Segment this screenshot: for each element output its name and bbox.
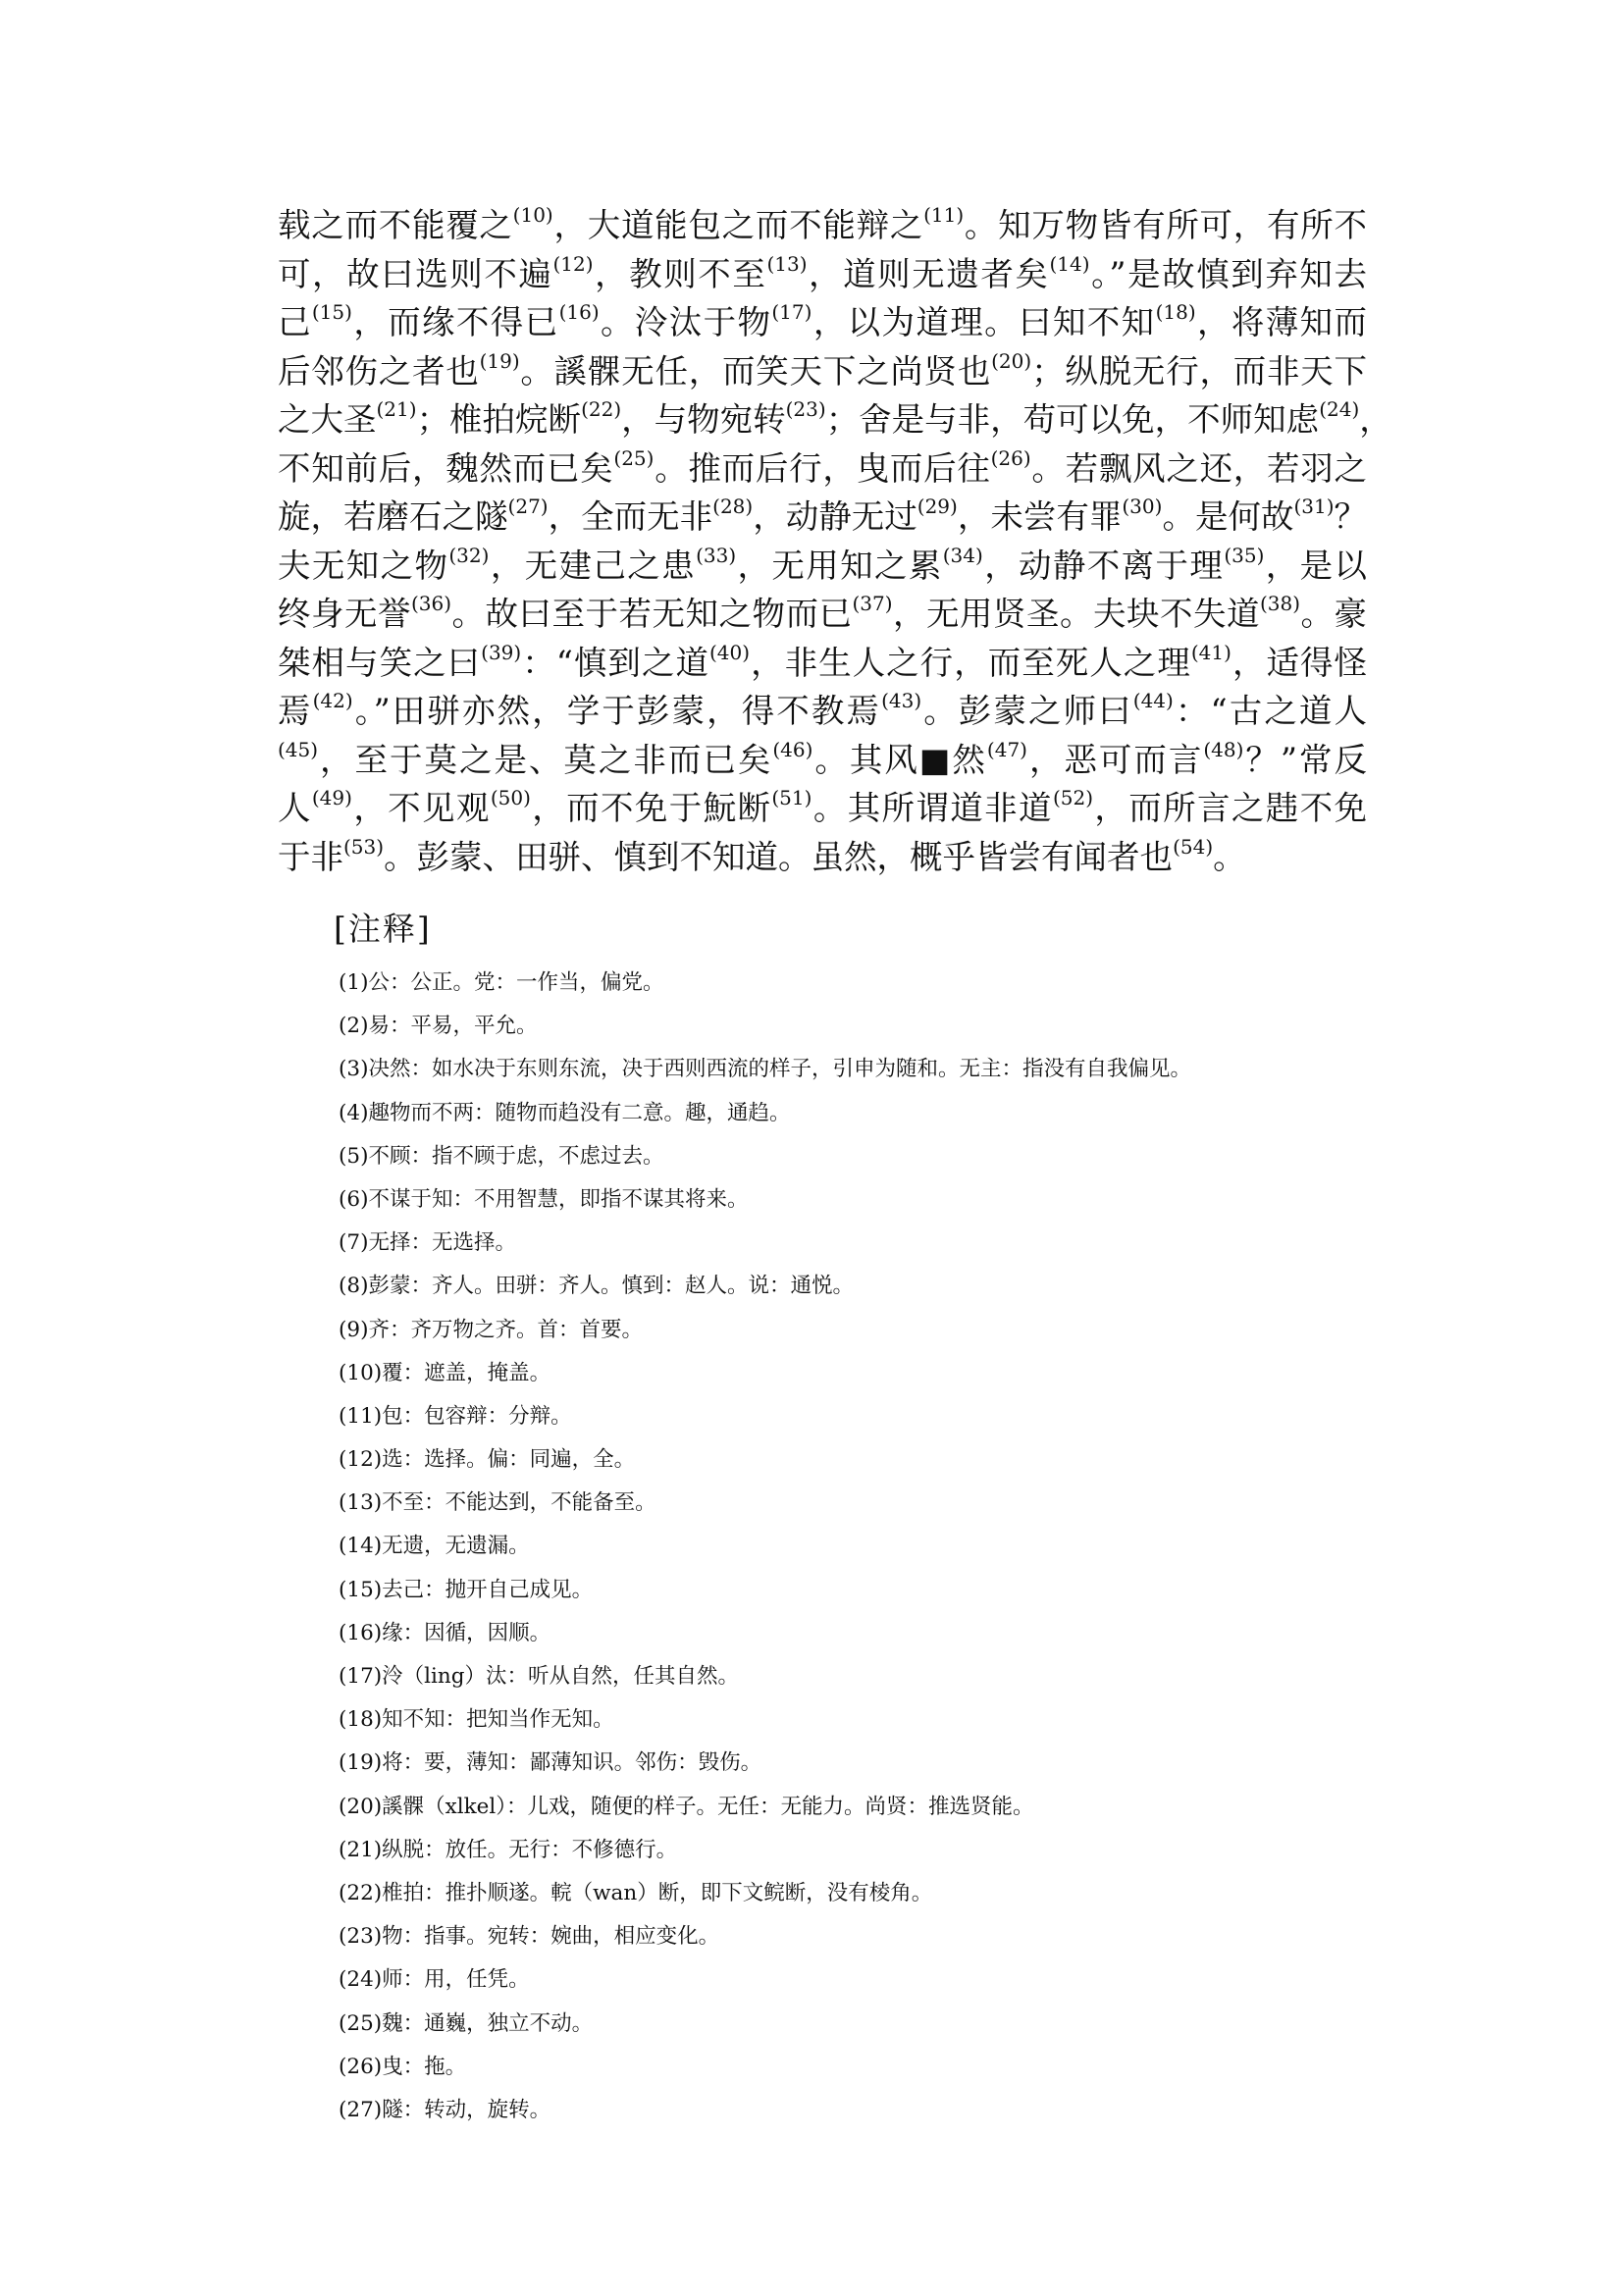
- text-line: [278, 250, 1367, 299]
- note-item: (17)泠（ling）汰：听从自然，任其自然。: [339, 1664, 739, 1689]
- footnote-marker: (49): [311, 786, 352, 809]
- text-line: [278, 298, 1367, 347]
- text-segment: 旋，若磨石之隧: [278, 497, 508, 536]
- footnote-marker: (11): [923, 203, 965, 227]
- text-segment: 桀相与笑之曰: [278, 643, 482, 682]
- note-item: (11)包：包容辩：分辩。: [339, 1403, 572, 1429]
- text-segment: 后邻伤之者也: [278, 351, 480, 391]
- text-segment: 。其所谓道非道: [812, 789, 1053, 827]
- text-segment: 。彭蒙之师曰: [921, 692, 1133, 730]
- footnote-marker: (12): [552, 251, 594, 276]
- text-segment: ，而所言之韪不免: [1093, 789, 1367, 827]
- footnote-marker: (29): [917, 495, 958, 518]
- text-segment: ，无用贤圣。夫块不失道: [892, 595, 1260, 633]
- footnote-marker: (22): [581, 397, 622, 421]
- footnote-marker: (10): [512, 203, 553, 227]
- text-segment: ：“古之道人: [1173, 692, 1367, 730]
- note-item: (4)趣物而不两：随物而趋没有二意。趣，通趋。: [339, 1100, 791, 1125]
- footnote-marker: (53): [343, 834, 385, 859]
- text-segment: 。知万物皆有所可，有所不: [964, 206, 1368, 244]
- text-segment: ：“慎到之道: [521, 643, 709, 682]
- text-segment: ，无用知之累: [736, 546, 943, 585]
- footnote-marker: (45): [278, 737, 319, 761]
- text-segment: ，道则无遗者矣: [807, 254, 1050, 293]
- text-segment: 。: [1213, 837, 1246, 876]
- text-segment: ，而缘不得已: [351, 303, 559, 341]
- text-segment: ；舍是与非，苟可以免，不师知虑: [825, 400, 1320, 439]
- note-item: (2)易：平易，平允。: [339, 1014, 538, 1039]
- note-item: (26)曳：拖。: [339, 2054, 467, 2079]
- footnote-marker: (50): [490, 786, 531, 809]
- footnote-marker: (30): [1122, 495, 1163, 518]
- text-segment: 。謑髁无任，而笑天下之尚贤也: [519, 351, 992, 391]
- note-item: (8)彭蒙：齐人。田骈：齐人。慎到：赵人。说：通悦。: [339, 1274, 854, 1299]
- note-item: (20)謑髁（xlkel）：儿戏，随便的样子。无任：无能力。尚贤：推选贤能。: [339, 1794, 1034, 1819]
- footnote-marker: (39): [481, 640, 522, 664]
- note-item: (18)知不知：把知当作无知。: [339, 1707, 614, 1733]
- text-segment: ，动静无过: [753, 497, 917, 536]
- footnote-marker: (18): [1155, 300, 1196, 324]
- text-segment: 于非: [278, 837, 343, 876]
- text-segment: 。豪: [1300, 595, 1368, 633]
- note-item: (21)纵脱：放任。无行：不修德行。: [339, 1837, 678, 1862]
- footnote-marker: (32): [448, 543, 490, 567]
- text-segment: 。”是故慎到弃知去: [1089, 254, 1367, 293]
- footnote-marker: (17): [771, 300, 812, 324]
- footnote-marker: (19): [479, 348, 520, 373]
- footnote-marker: (54): [1173, 834, 1214, 859]
- text-segment: ，不见观: [351, 789, 491, 827]
- text-segment: 焉: [278, 692, 313, 730]
- note-item: (3)决然：如水决于东则东流，决于西则西流的样子，引申为随和。无主：指没有自我偏见。: [339, 1057, 1191, 1082]
- note-item: (6)不谋于知：不用智慧，即指不谋其将来。: [339, 1186, 749, 1212]
- footnote-marker: (44): [1132, 689, 1174, 712]
- note-item: (13)不至：不能达到，不能备至。: [339, 1490, 656, 1516]
- text-segment: 。其风■然: [812, 740, 987, 779]
- note-item: (19)将：要，薄知：鄙薄知识。邻伤：毁伤。: [339, 1750, 762, 1776]
- text-segment: ，将薄知而: [1195, 303, 1367, 341]
- text-segment: 己: [278, 303, 312, 341]
- notes-list: [339, 962, 1418, 2132]
- text-segment: ，以为道理。曰知不知: [812, 303, 1156, 341]
- text-segment: ，: [1359, 400, 1392, 439]
- text-segment: 。故曰至于若无知之物而已: [451, 595, 853, 633]
- note-item: (27)隧：转动，旋转。: [339, 2097, 551, 2122]
- note-item: (22)椎拍：推扑顺遂。輐（wan）断，即下文鲩断，没有棱角。: [339, 1880, 933, 1905]
- footnote-marker: (34): [942, 543, 983, 567]
- note-item: (5)不顾：指不顾于虑，不虑过去。: [339, 1143, 664, 1169]
- text-line: [278, 639, 1367, 688]
- footnote-marker: (47): [986, 737, 1027, 761]
- text-segment: ，大道能包之而不能辩之: [552, 206, 924, 244]
- note-item: (15)去己：抛开自己成见。: [339, 1577, 594, 1602]
- footnote-marker: (43): [881, 689, 922, 712]
- main-text-block: [278, 201, 1392, 881]
- text-segment: ，而不免于魭断: [530, 789, 772, 827]
- text-line: [278, 736, 1367, 785]
- text-segment: 之大圣: [278, 400, 377, 439]
- text-segment: ；椎拍烷断: [416, 400, 582, 439]
- text-segment: 终身无誉: [278, 595, 411, 633]
- text-segment: 人: [278, 789, 312, 827]
- note-item: (9)齐：齐万物之齐。首：首要。: [339, 1317, 643, 1342]
- text-line: [278, 347, 1367, 396]
- text-line: [278, 201, 1367, 250]
- note-item: (25)魏：通巍，独立不动。: [339, 2010, 594, 2036]
- footnote-marker: (36): [410, 592, 452, 615]
- footnote-marker: (51): [771, 786, 812, 809]
- footnote-marker: (16): [558, 300, 600, 324]
- note-item: (1)公：公正。党：一作当，偏党。: [339, 970, 664, 995]
- footnote-marker: (38): [1259, 592, 1301, 615]
- text-segment: ，适得怪: [1231, 643, 1368, 682]
- footnote-marker: (27): [507, 495, 549, 518]
- text-segment: 。”田骈亦然，学于彭蒙，得不教焉: [352, 692, 882, 730]
- footnote-marker: (40): [708, 640, 751, 664]
- footnote-marker: (15): [311, 300, 352, 324]
- text-line: [278, 542, 1367, 591]
- note-item: (16)缘：因循，因顺。: [339, 1620, 551, 1645]
- footnote-marker: (46): [772, 737, 813, 761]
- footnote-marker: (37): [852, 592, 893, 615]
- text-segment: ，全而无非: [548, 497, 713, 536]
- footnote-marker: (25): [613, 445, 655, 470]
- text-segment: 可，故曰选则不遍: [278, 254, 553, 293]
- text-segment: 。若飘风之还，若羽之: [1030, 448, 1368, 488]
- footnote-marker: (41): [1190, 640, 1231, 664]
- footnote-marker: (23): [785, 397, 826, 421]
- text-segment: 。泠汰于物: [599, 303, 772, 341]
- note-item: (14)无遗，无遗漏。: [339, 1534, 530, 1559]
- text-segment: 不知前后，魏然而已矣: [278, 448, 614, 488]
- text-segment: ，教则不至: [593, 254, 767, 293]
- text-segment: ，非生人之行，而至死人之理: [750, 643, 1191, 682]
- footnote-marker: (35): [1224, 543, 1265, 567]
- footnote-marker: (13): [766, 251, 808, 276]
- text-line: [278, 395, 1392, 444]
- text-segment: 载之而不能覆之: [278, 206, 513, 244]
- text-line: [278, 590, 1367, 639]
- footnote-marker: (28): [712, 495, 754, 518]
- text-segment: ，与物宛转: [621, 400, 786, 439]
- footnote-marker: (33): [696, 543, 737, 567]
- footnote-marker: (52): [1052, 786, 1093, 809]
- footnote-marker: (31): [1293, 495, 1335, 518]
- text-segment: ，恶可而言: [1026, 740, 1204, 779]
- text-segment: 。推而后行，曳而后往: [654, 448, 991, 488]
- notes-heading: [注释]: [334, 910, 432, 948]
- footnote-marker: (20): [991, 348, 1032, 373]
- note-item: (10)覆：遮盖，掩盖。: [339, 1360, 551, 1385]
- text-segment: ，无建己之患: [489, 546, 697, 585]
- text-segment: ；纵脱无行，而非天下: [1031, 351, 1368, 391]
- text-segment: ？”常反: [1243, 740, 1367, 779]
- text-line: [278, 444, 1367, 494]
- note-item: (23)物：指事。宛转：婉曲，相应变化。: [339, 1924, 720, 1950]
- text-segment: ？: [1334, 497, 1368, 536]
- note-item: (24)师：用，任凭。: [339, 1967, 530, 1993]
- text-segment: ，至于莫之是、莫之非而已矣: [318, 740, 773, 779]
- text-segment: 。是何故: [1162, 497, 1294, 536]
- note-item: (12)选：选择。偏：同遍，全。: [339, 1447, 636, 1473]
- text-segment: ，动静不离于理: [982, 546, 1225, 585]
- footnote-marker: (24): [1319, 397, 1360, 421]
- text-line: [278, 833, 1367, 882]
- text-segment: 。彭蒙、田骈、慎到不知道。虽然，概乎皆尝有闻者也: [384, 837, 1174, 876]
- footnote-marker: (26): [990, 445, 1031, 470]
- footnote-marker: (42): [312, 689, 353, 712]
- footnote-marker: (14): [1049, 251, 1090, 276]
- text-segment: ，是以: [1264, 546, 1367, 585]
- text-line: [278, 687, 1367, 736]
- note-item: (7)无择：无选择。: [339, 1230, 516, 1256]
- footnote-marker: (48): [1203, 737, 1244, 761]
- text-segment: ，未尝有罪: [957, 497, 1123, 536]
- text-segment: 夫无知之物: [278, 546, 449, 585]
- text-line: [278, 784, 1367, 833]
- text-line: [278, 493, 1367, 542]
- footnote-marker: (21): [376, 397, 417, 421]
